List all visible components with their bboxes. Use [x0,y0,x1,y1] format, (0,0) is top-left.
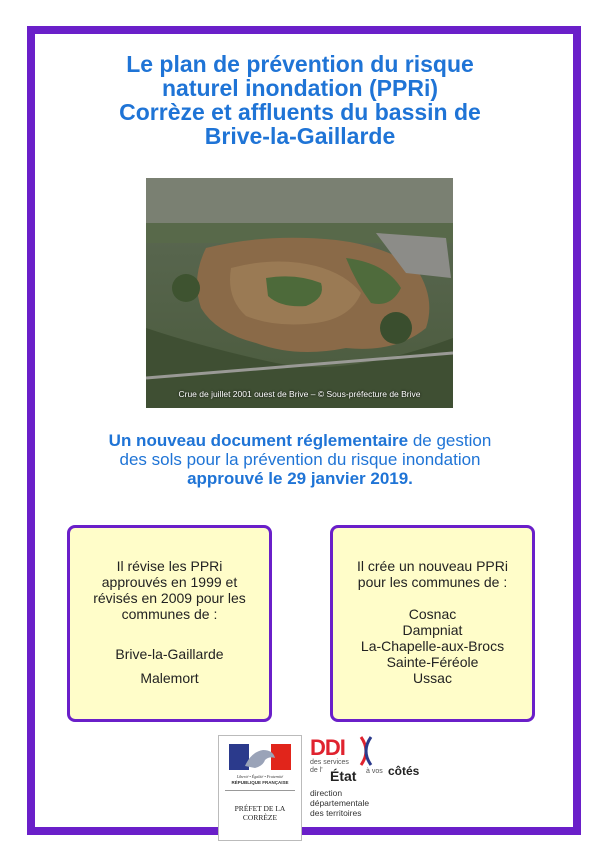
commune-item: La-Chapelle-aux-Brocs [360,638,505,654]
title-line-3: Corrèze et affluents du bassin de [119,99,481,125]
flood-photo [146,178,453,408]
intro-bold-2: approuvé le 29 janvier 2019. [187,469,413,488]
title-line-4: Brive-la-Gaillarde [204,123,396,149]
photo-caption: Crue de juillet 2001 ouest de Brive – © Sous-préfecture de Brive [178,389,421,399]
commune-item: Cosnac [408,606,457,622]
revision-line-4: communes de : [121,606,218,622]
prefet-logo [218,735,302,841]
ddi-dir-line-1: direction [310,788,343,798]
ddi-direction [310,788,369,818]
revision-line-2: approuvés en 1999 et [101,574,238,590]
revision-line-1: Il révise les PPRi [116,558,223,574]
creation-box [330,525,535,722]
republique-francaise: RÉPUBLIQUE FRANÇAISE [231,780,289,785]
commune-item: Dampniat [402,622,463,638]
commune-item: Malemort [140,670,199,686]
logo-divider [225,790,295,791]
intro-text-2: des sols pour la prévention du risque inondation [119,450,481,469]
ddi-arc-icon [359,735,373,767]
revision-box [67,525,272,722]
ddi-etat: État [330,768,357,784]
intro-text [60,431,540,488]
creation-line-2: pour les communes de : [357,574,508,590]
title-line-1: Le plan de prévention du risque [126,51,474,77]
page-title [60,52,540,148]
intro-bold-1: Un nouveau document réglementaire [108,431,409,450]
ddi-services-line-1: des services [310,759,349,766]
commune-item: Brive-la-Gaillarde [115,646,224,662]
ddi-dir-line-2: départementale [310,798,370,808]
motto: Liberté • Égalité • Fraternité [236,774,284,779]
marianne-icon [229,744,291,770]
creation-line-1: Il crée un nouveau PPRi [357,558,508,574]
intro-text-1: de gestion [408,431,492,450]
prefet-line-2: CORRÈZE [242,813,278,822]
commune-item: Ussac [413,670,452,686]
ddi-letters: DDI [310,735,345,760]
ddi-a-vos: à vos [366,768,383,775]
flood-aerial-image [146,178,453,408]
ddi-dir-line-3: des territoires [310,808,362,818]
prefet-name [219,804,301,822]
ddi-cotes: côtés [388,764,420,778]
revision-line-3: révisés en 2009 pour les [93,590,246,606]
title-line-2: naturel inondation (PPRi) [162,75,438,101]
ddi-services-line-2: de l' [310,767,323,774]
prefet-line-1: PRÉFET DE LA [234,804,286,813]
commune-item: Sainte-Féréole [386,654,479,670]
ddi-logo [308,735,438,835]
